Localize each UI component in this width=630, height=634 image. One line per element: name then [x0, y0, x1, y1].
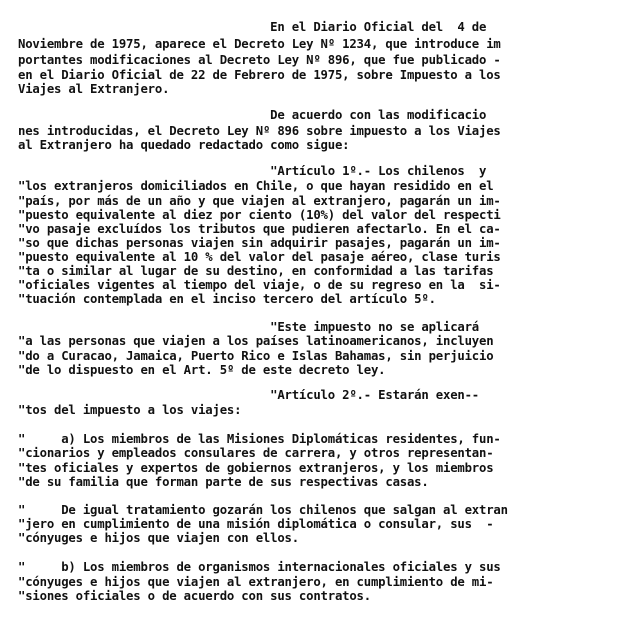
text-line: "de su familia que forman parte de sus respectivas casas.	[18, 475, 429, 489]
text-line: portantes modificaciones al Decreto Ley Nº 896, que fue publicado -	[18, 53, 501, 67]
text-line: "los extranjeros domiciliados en Chile, o que hayan residido en el	[18, 179, 494, 193]
text-line: "puesto equivalente al diez por ciento (10%) del valor del respecti	[18, 208, 501, 222]
text-line: en el Diario Oficial de 22 de Febrero de 1975, sobre Impuesto a los	[18, 68, 501, 82]
text-line: "so que dichas personas viajen sin adquirir pasajes, pagarán un im-	[18, 236, 501, 250]
text-line: De acuerdo con las modificacio	[18, 108, 487, 122]
text-line: "país, por más de un año y que viajen al extranjero, pagarán un im-	[18, 194, 501, 208]
text-line: Noviembre de 1975, aparece el Decreto Ley Nº 1234, que introduce im	[18, 37, 501, 51]
text-line: "tuación contemplada en el inciso tercero del artículo 5º.	[18, 292, 436, 306]
text-line: al Extranjero ha quedado redactado como sigue:	[18, 138, 350, 152]
text-line: "a las personas que viajen a los países latinoamericanos, incluyen	[18, 334, 494, 348]
text-line: "oficiales vigentes al tiempo del viaje, o de su regreso en la si-	[18, 278, 501, 292]
text-line: "Artículo 1º.- Los chilenos y	[18, 164, 487, 178]
text-line: " a) Los miembros de las Misiones Diplomáticas residentes, fun-	[18, 432, 501, 446]
text-line: " b) Los miembros de organismos internacionales oficiales y sus	[18, 560, 501, 574]
text-line: "vo pasaje excluídos los tributos que pudieren afectarlo. En el ca-	[18, 222, 501, 236]
text-line: "cónyuges e hijos que viajen al extranjero, en cumplimiento de mi-	[18, 575, 494, 589]
text-line: "tes oficiales y expertos de gobiernos extranjeros, y los miembros	[18, 461, 494, 475]
text-line: "siones oficiales o de acuerdo con sus contratos.	[18, 589, 371, 603]
text-line: "Este impuesto no se aplicará	[18, 320, 480, 334]
text-line: nes introducidas, el Decreto Ley Nº 896 sobre impuesto a los Viajes	[18, 124, 501, 138]
text-line: "de lo dispuesto en el Art. 5º de este decreto ley.	[18, 363, 386, 377]
text-line: "ta o similar al lugar de su destino, en conformidad a las tarifas	[18, 264, 494, 278]
text-line: En el Diario Oficial del 4 de	[18, 20, 487, 34]
text-line: "cionarios y empleados consulares de carrera, y otros representan-	[18, 446, 494, 460]
text-line: "tos del impuesto a los viajes:	[18, 403, 242, 417]
text-line: "cónyuges e hijos que viajen con ellos.	[18, 531, 299, 545]
text-line: Viajes al Extranjero.	[18, 82, 170, 96]
text-line: "puesto equivalente al 10 % del valor del pasaje aéreo, clase turis	[18, 250, 501, 264]
text-line: " De igual tratamiento gozarán los chilenos que salgan al extran	[18, 503, 508, 517]
text-line: "Artículo 2º.- Estarán exen--	[18, 388, 480, 402]
text-line: "jero en cumplimiento de una misión diplomática o consular, sus -	[18, 517, 494, 531]
text-line: "do a Curacao, Jamaica, Puerto Rico e Islas Bahamas, sin perjuicio	[18, 349, 494, 363]
